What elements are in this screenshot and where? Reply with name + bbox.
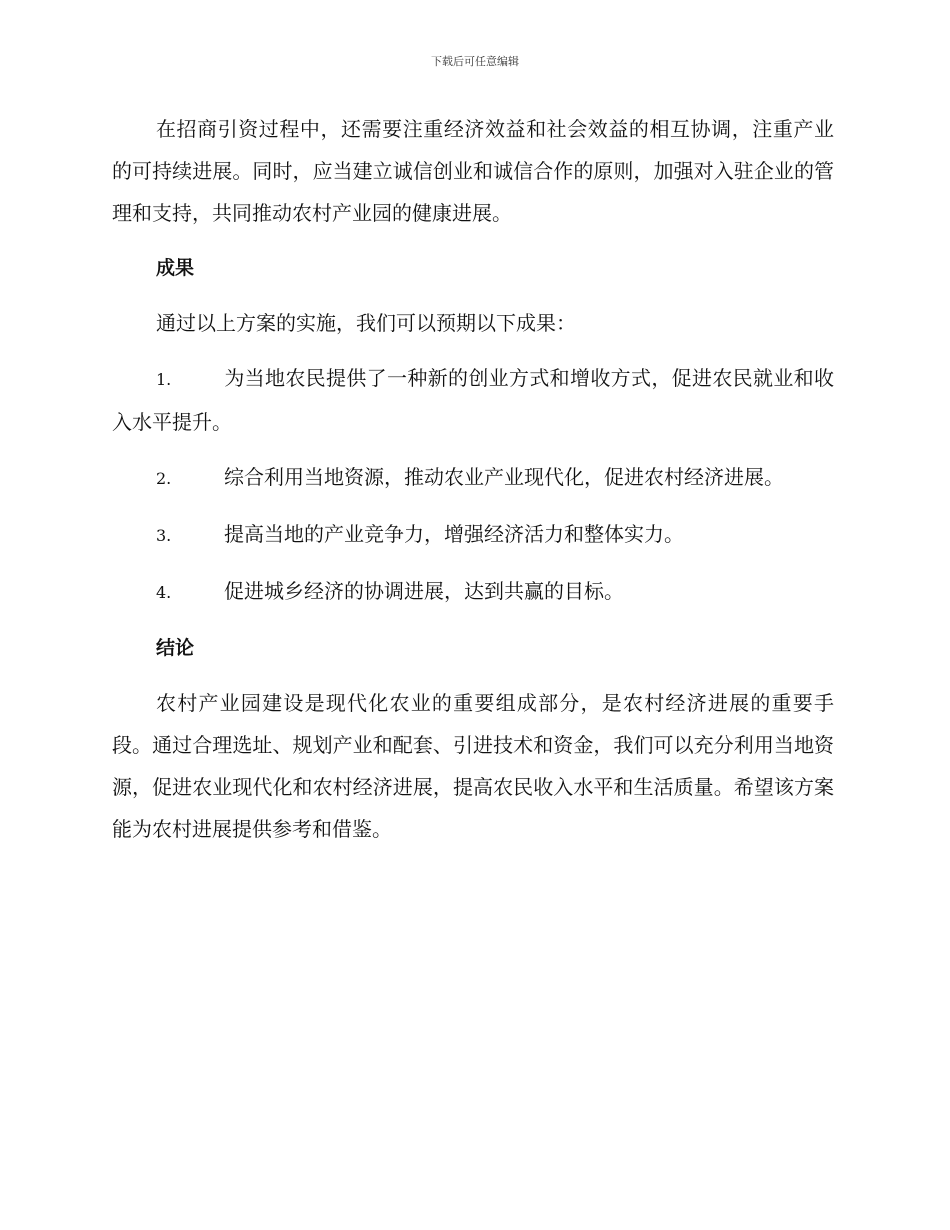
- list-number: 1.: [156, 370, 172, 389]
- list-item: [112, 513, 834, 557]
- results-heading: 成果: [156, 257, 195, 279]
- list-item: [112, 570, 834, 614]
- header-note: 下载后可任意编辑: [431, 55, 519, 68]
- list-text: 综合利用当地资源，推动农业产业现代化，促进农村经济进展。: [224, 465, 784, 489]
- intro-paragraph: 在招商引资过程中，还需要注重经济效益和社会效益的相互协调，注重产业的可持续进展。同时，应当建立诚信创业和诚信合作的原则，加强对入驻企业的管理和支持，共同推动农村产业园的健康进展。: [112, 117, 834, 225]
- list-text: 为当地农民提供了一种新的创业方式和增收方式，促进农民就业和收入水平提升。: [112, 366, 834, 434]
- document-body: [112, 108, 834, 863]
- conclusion-paragraph: 农村产业园建设是现代化农业的重要组成部分，是农村经济进展的重要手段。通过合理选址、规划产业和配套、引进技术和资金，我们可以充分利用当地资源，促进农业现代化和农村经济进展，提高农民收入水平和生活质量。希望该方案能为农村进展提供参考和借鉴。: [112, 691, 834, 841]
- list-text: 促进城乡经济的协调进展，达到共赢的目标。: [224, 579, 624, 603]
- list-number: 4.: [156, 583, 172, 602]
- list-number: 3.: [156, 526, 172, 545]
- list-number: 2.: [156, 469, 172, 488]
- conclusion-heading: 结论: [156, 637, 195, 659]
- list-item: [112, 456, 834, 500]
- list-text: 提高当地的产业竞争力，增强经济活力和整体实力。: [224, 522, 684, 546]
- list-item: [112, 357, 834, 443]
- results-lead-paragraph: 通过以上方案的实施，我们可以预期以下成果：: [156, 311, 576, 335]
